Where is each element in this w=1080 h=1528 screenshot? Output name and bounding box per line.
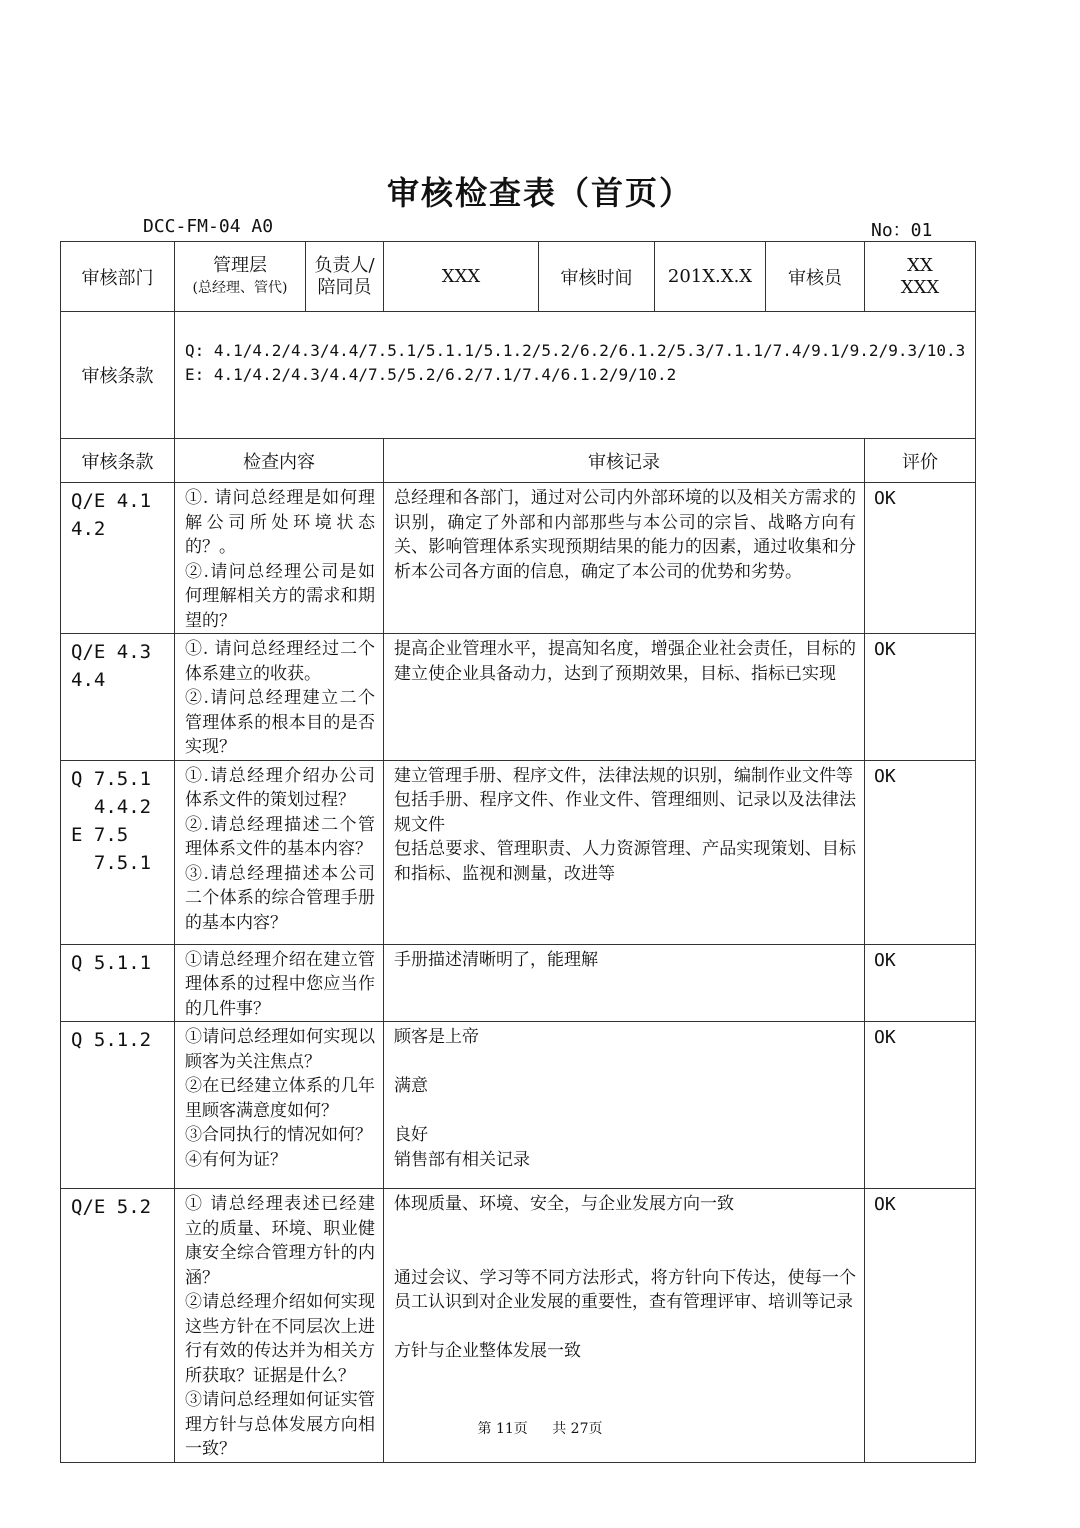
- dept-value-line2: (总经理、管代): [192, 279, 288, 296]
- row-evaluation: OK: [865, 483, 976, 634]
- row-audit-record: [384, 483, 865, 634]
- table-row: [61, 760, 976, 944]
- row-audit-record: [384, 1022, 865, 1189]
- responsible-label-line2: 陪同员: [317, 276, 372, 298]
- clauses-list: [175, 312, 976, 439]
- row-evaluation: OK: [865, 634, 976, 761]
- record-spacer: [394, 1241, 856, 1266]
- dept-label: 审核部门: [61, 242, 175, 312]
- row-evaluation: OK: [865, 944, 976, 1022]
- audit-record-text: 手册描述清晰明了，能理解: [394, 949, 598, 970]
- clauses-e-line: E: 4.1/4.2/4.3/4.4/7.5/5.2/6.2/7.1/7.4/6.1.2/9/10.2: [185, 365, 677, 384]
- audit-record-text: 包括手册、程序文件、作业文件、管理细则、记录以及法律法规文件: [394, 790, 856, 835]
- auditor-value-line2: XXX: [900, 276, 940, 298]
- row-clause-ref: Q/E 4.3 4.4: [61, 634, 175, 761]
- audit-record-text: 建立管理手册、程序文件，法律法规的识别，编制作业文件等: [394, 765, 853, 786]
- row-clause-ref: Q 5.1.2: [61, 1022, 175, 1189]
- column-header-content: 检查内容: [175, 439, 384, 483]
- row-check-content: [175, 634, 384, 761]
- check-question: ① 请总经理表述已经建立的质量、环境、职业健康安全综合管理方针的内涵？: [185, 1194, 375, 1288]
- column-header-clause: 审核条款: [61, 439, 175, 483]
- row-check-content: [175, 1022, 384, 1189]
- check-question: ③请问总经理如何证实管理方针与总体发展方向相一致？: [185, 1390, 375, 1459]
- dept-value: [175, 242, 306, 312]
- audit-record-text: 销售部有相关记录: [394, 1149, 530, 1170]
- audit-time-label: 审核时间: [539, 242, 655, 312]
- row-check-content: [175, 760, 384, 944]
- row-check-content: [175, 944, 384, 1022]
- row-audit-record: [384, 944, 865, 1022]
- check-question: ②请总经理介绍如何实现这些方针在不同层次上进行有效的传达并为相关方所获取？证据是什么？: [185, 1292, 375, 1386]
- check-question: ①请问总经理如何实现以顾客为关注焦点？: [185, 1027, 375, 1072]
- audit-time-value: 201X.X.X: [655, 242, 766, 312]
- responsible-label: [306, 242, 384, 312]
- record-spacer: [394, 1315, 856, 1340]
- check-question: ③合同执行的情况如何？: [185, 1125, 372, 1145]
- page-title: 审核检查表（首页）: [386, 174, 693, 212]
- document-number: No：01: [871, 220, 933, 241]
- row-evaluation: OK: [865, 1022, 976, 1189]
- table-row: [61, 634, 976, 761]
- audit-record-text: 总经理和各部门，通过对公司内外部环境的以及相关方需求的识别，确定了外部和内部那些与本公司的宗旨、战略方向有关、影响管理体系实现预期结果的能力的因素，通过收集和分析本公司各方面的信息，确定了本公司的优势和劣势。: [394, 488, 856, 582]
- table-row: [61, 483, 976, 634]
- row-evaluation: OK: [865, 760, 976, 944]
- column-header-eval: 评价: [865, 439, 976, 483]
- record-spacer: [394, 1050, 856, 1075]
- row-check-content: [175, 483, 384, 634]
- check-question: ②.请总经理描述二个管理体系文件的基本内容？: [185, 814, 375, 859]
- check-question: ②.请问总经理公司是如何理解相关方的需求和期望的？: [185, 561, 375, 631]
- audit-record-text: 包括总要求、管理职责、人力资源管理、产品实现策划、目标和指标、监视和测量，改进等: [394, 839, 856, 884]
- audit-record-text: 满意: [394, 1076, 428, 1096]
- clauses-q-line: Q: 4.1/4.2/4.3/4.4/7.5.1/5.1.1/5.1.2/5.2/6.2/6.1.2/5.3/7.1.1/7.4/9.1/9.2/9.3/10.3: [185, 341, 966, 360]
- column-header-record: 审核记录: [384, 439, 865, 483]
- row-evaluation: OK: [865, 1189, 976, 1463]
- check-question: ②.请问总经理建立二个管理体系的根本目的是否实现？: [185, 688, 375, 757]
- check-question: ①. 请问总经理是如何理解公司所处环境状态的？。: [185, 488, 375, 557]
- clauses-row: [61, 312, 976, 439]
- auditor-value: [865, 242, 976, 312]
- page-number: 第 11页: [477, 1421, 528, 1437]
- row-clause-ref: Q 5.1.1: [61, 944, 175, 1022]
- header-row: [61, 242, 976, 312]
- auditor-label: 审核员: [766, 242, 865, 312]
- responsible-value: XXX: [384, 242, 539, 312]
- page-total: 共 27页: [552, 1421, 603, 1437]
- audit-record-text: 提高企业管理水平，提高知名度，增强企业社会责任，目标的建立使企业具备动力，达到了预期效果，目标、指标已实现: [394, 639, 856, 684]
- audit-record-text: 通过会议、学习等不同方法形式，将方针向下传达，使每一个员工认识到对企业发展的重要性，查有管理评审、培训等记录: [394, 1267, 856, 1312]
- table-row: [61, 944, 976, 1022]
- audit-checklist-table: [60, 241, 976, 1463]
- dept-value-line1: 管理层: [213, 254, 267, 276]
- check-question: ②在已经建立体系的几年里顾客满意度如何？: [185, 1076, 375, 1121]
- check-question: ①. 请问总经理经过二个体系建立的收获。: [185, 639, 375, 684]
- row-audit-record: [384, 634, 865, 761]
- record-spacer: [394, 1099, 856, 1124]
- clauses-label: 审核条款: [61, 312, 175, 439]
- table-row: [61, 1022, 976, 1189]
- audit-record-text: 良好: [394, 1125, 428, 1145]
- check-question: ①.请总经理介绍办公司体系文件的策划过程？: [185, 765, 375, 810]
- checklist-rows: [61, 483, 976, 1463]
- record-spacer: [394, 1217, 856, 1242]
- responsible-label-line1: 负责人/: [314, 254, 375, 276]
- document-code: DCC-FM-04 A0: [143, 216, 274, 237]
- audit-record-text: 方针与企业整体发展一致: [394, 1341, 581, 1361]
- check-question: ④有何为证？: [185, 1149, 287, 1170]
- auditor-value-line1: XX: [907, 254, 933, 276]
- audit-record-text: 顾客是上帝: [394, 1027, 479, 1047]
- column-header-row: [61, 439, 976, 483]
- audit-record-text: 体现质量、环境、安全，与企业发展方向一致: [394, 1194, 734, 1214]
- check-question: ③.请总经理描述本公司二个体系的综合管理手册的基本内容？: [185, 863, 375, 933]
- row-clause-ref: Q 7.5.1 4.4.2 E 7.5 7.5.1: [61, 760, 175, 944]
- row-audit-record: [384, 760, 865, 944]
- row-clause-ref: Q/E 5.2: [61, 1189, 175, 1463]
- page-footer: [0, 1418, 1080, 1438]
- row-clause-ref: Q/E 4.1 4.2: [61, 483, 175, 634]
- check-question: ①请总经理介绍在建立管理体系的过程中您应当作的几件事？: [185, 949, 375, 1019]
